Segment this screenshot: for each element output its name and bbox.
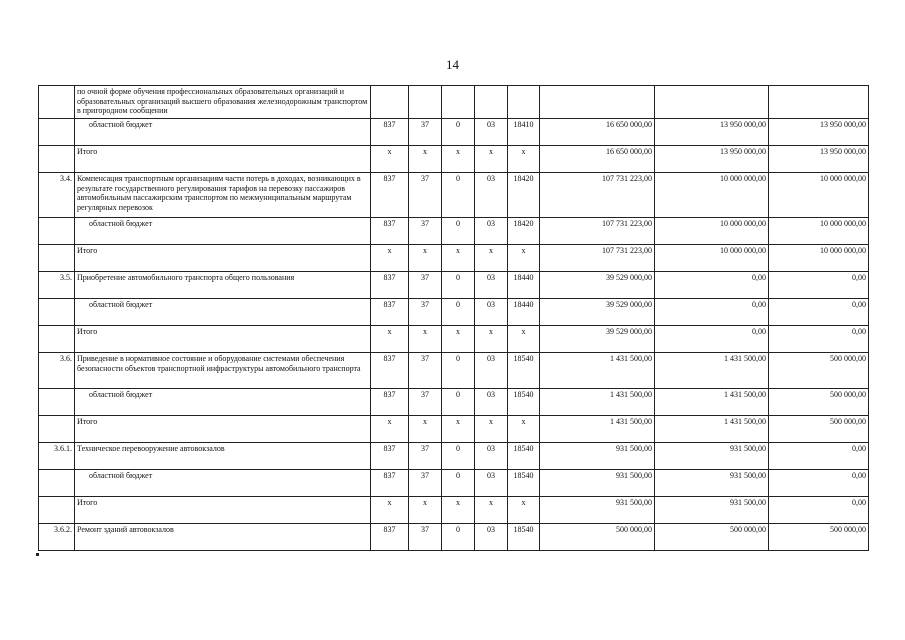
code-csr-cell: 03 xyxy=(475,218,508,245)
description-cell: Итого xyxy=(75,326,371,353)
amount-year3-cell: 500 000,00 xyxy=(769,389,869,416)
amount-year3-cell: 500 000,00 xyxy=(769,353,869,389)
amount-year1-cell: 931 500,00 xyxy=(540,497,655,524)
table-row xyxy=(39,416,869,443)
amount-year2-cell: 0,00 xyxy=(655,326,769,353)
description-cell: Приобретение автомобильного транспорта общего пользования xyxy=(75,272,371,299)
amount-year2-cell: 931 500,00 xyxy=(655,497,769,524)
code-csr-cell: 03 xyxy=(475,173,508,218)
code-gr-cell: х xyxy=(371,416,409,443)
page-number: 14 xyxy=(446,57,459,72)
code-csr-cell: 03 xyxy=(475,443,508,470)
table-row xyxy=(39,524,869,551)
code-pr-cell: х xyxy=(442,326,475,353)
code-vr-cell: 18540 xyxy=(508,524,540,551)
table-row xyxy=(39,218,869,245)
description-cell: областной бюджет xyxy=(75,218,371,245)
code-vr-cell: х xyxy=(508,146,540,173)
code-csr-cell: 03 xyxy=(475,524,508,551)
amount-year1-cell: 500 000,00 xyxy=(540,524,655,551)
description-cell: Компенсация транспортным организациям части потерь в доходах, возникающих в результате государственного регулирования тарифов на перевозку пассажиров автомобильным пассажирским транспортом по межмуниципальным маршрутам регулярных перевозок xyxy=(75,173,371,218)
budget-table xyxy=(38,85,869,551)
code-csr-cell: 03 xyxy=(475,119,508,146)
code-gr-cell: 837 xyxy=(371,470,409,497)
amount-year1-cell: 107 731 223,00 xyxy=(540,218,655,245)
amount-year2-cell: 0,00 xyxy=(655,272,769,299)
row-number-cell: 3.5. xyxy=(39,272,75,299)
amount-year3-cell: 0,00 xyxy=(769,470,869,497)
amount-year1-cell: 931 500,00 xyxy=(540,470,655,497)
code-rz-cell xyxy=(409,86,442,119)
amount-year1-cell: 1 431 500,00 xyxy=(540,389,655,416)
code-vr-cell: 18540 xyxy=(508,353,540,389)
amount-year1-cell: 1 431 500,00 xyxy=(540,416,655,443)
code-rz-cell: 37 xyxy=(409,173,442,218)
code-rz-cell: х xyxy=(409,146,442,173)
code-pr-cell: 0 xyxy=(442,443,475,470)
amount-year1-cell: 39 529 000,00 xyxy=(540,299,655,326)
description-cell: Итого xyxy=(75,146,371,173)
amount-year3-cell: 0,00 xyxy=(769,443,869,470)
amount-year2-cell: 13 950 000,00 xyxy=(655,119,769,146)
code-gr-cell: 837 xyxy=(371,173,409,218)
table-row xyxy=(39,245,869,272)
row-number-cell: 3.6. xyxy=(39,353,75,389)
table-row xyxy=(39,299,869,326)
amount-year2-cell: 1 431 500,00 xyxy=(655,416,769,443)
amount-year3-cell: 13 950 000,00 xyxy=(769,146,869,173)
code-vr-cell: х xyxy=(508,245,540,272)
description-cell: Техническое перевооружение автовокзалов xyxy=(75,443,371,470)
amount-year2-cell: 10 000 000,00 xyxy=(655,173,769,218)
code-vr-cell: 18410 xyxy=(508,119,540,146)
table-row xyxy=(39,326,869,353)
description-cell: областной бюджет xyxy=(75,119,371,146)
code-vr-cell: 18540 xyxy=(508,470,540,497)
description-cell: Итого xyxy=(75,497,371,524)
code-vr-cell: х xyxy=(508,497,540,524)
amount-year1-cell: 107 731 223,00 xyxy=(540,173,655,218)
amount-year2-cell: 10 000 000,00 xyxy=(655,245,769,272)
code-rz-cell: 37 xyxy=(409,353,442,389)
code-pr-cell: 0 xyxy=(442,119,475,146)
code-pr-cell: 0 xyxy=(442,353,475,389)
row-number-cell xyxy=(39,299,75,326)
code-rz-cell: 37 xyxy=(409,119,442,146)
amount-year1-cell: 16 650 000,00 xyxy=(540,119,655,146)
code-vr-cell: 18540 xyxy=(508,443,540,470)
table-row xyxy=(39,146,869,173)
table-row xyxy=(39,173,869,218)
code-csr-cell: х xyxy=(475,146,508,173)
amount-year2-cell: 931 500,00 xyxy=(655,443,769,470)
row-number-cell xyxy=(39,86,75,119)
amount-year1-cell: 16 650 000,00 xyxy=(540,146,655,173)
table-row xyxy=(39,470,869,497)
code-rz-cell: 37 xyxy=(409,443,442,470)
table-row xyxy=(39,272,869,299)
code-rz-cell: 37 xyxy=(409,272,442,299)
row-number-cell xyxy=(39,389,75,416)
table-row xyxy=(39,497,869,524)
description-cell: Итого xyxy=(75,245,371,272)
amount-year3-cell: 0,00 xyxy=(769,326,869,353)
code-csr-cell xyxy=(475,86,508,119)
code-pr-cell: 0 xyxy=(442,524,475,551)
code-gr-cell: 837 xyxy=(371,443,409,470)
code-vr-cell xyxy=(508,86,540,119)
row-number-cell xyxy=(39,470,75,497)
corner-mark xyxy=(36,553,39,556)
code-vr-cell: х xyxy=(508,326,540,353)
code-pr-cell: 0 xyxy=(442,173,475,218)
description-cell: областной бюджет xyxy=(75,389,371,416)
code-pr-cell: 0 xyxy=(442,389,475,416)
amount-year3-cell: 500 000,00 xyxy=(769,416,869,443)
code-gr-cell: 837 xyxy=(371,299,409,326)
code-csr-cell: 03 xyxy=(475,299,508,326)
code-gr-cell: х xyxy=(371,497,409,524)
amount-year3-cell: 13 950 000,00 xyxy=(769,119,869,146)
table-body xyxy=(39,86,869,551)
row-number-cell xyxy=(39,326,75,353)
row-number-cell xyxy=(39,146,75,173)
row-number-cell: 3.6.2. xyxy=(39,524,75,551)
amount-year1-cell: 931 500,00 xyxy=(540,443,655,470)
code-gr-cell: х xyxy=(371,326,409,353)
code-gr-cell: х xyxy=(371,245,409,272)
code-vr-cell: 18420 xyxy=(508,173,540,218)
code-vr-cell: 18440 xyxy=(508,272,540,299)
amount-year3-cell xyxy=(769,86,869,119)
amount-year2-cell: 1 431 500,00 xyxy=(655,353,769,389)
code-rz-cell: х xyxy=(409,245,442,272)
code-csr-cell: 03 xyxy=(475,470,508,497)
code-pr-cell: х xyxy=(442,497,475,524)
row-number-cell xyxy=(39,497,75,524)
table-row xyxy=(39,353,869,389)
table-row xyxy=(39,86,869,119)
code-csr-cell: х xyxy=(475,326,508,353)
description-cell: по очной форме обучения профессиональных образовательных организаций и образовательных организаций высшего образования железнодорожным транспортом в пригородном сообщении xyxy=(75,86,371,119)
code-csr-cell: 03 xyxy=(475,353,508,389)
code-pr-cell: х xyxy=(442,146,475,173)
code-csr-cell: х xyxy=(475,497,508,524)
amount-year2-cell: 1 431 500,00 xyxy=(655,389,769,416)
table-row xyxy=(39,389,869,416)
amount-year3-cell: 10 000 000,00 xyxy=(769,173,869,218)
row-number-cell xyxy=(39,119,75,146)
table-row xyxy=(39,119,869,146)
row-number-cell xyxy=(39,245,75,272)
code-rz-cell: 37 xyxy=(409,218,442,245)
code-rz-cell: 37 xyxy=(409,524,442,551)
description-cell: Ремонт зданий автовокзалов xyxy=(75,524,371,551)
amount-year1-cell: 39 529 000,00 xyxy=(540,326,655,353)
code-pr-cell: х xyxy=(442,416,475,443)
description-cell: областной бюджет xyxy=(75,470,371,497)
amount-year2-cell: 931 500,00 xyxy=(655,470,769,497)
amount-year1-cell xyxy=(540,86,655,119)
amount-year2-cell: 500 000,00 xyxy=(655,524,769,551)
code-gr-cell: 837 xyxy=(371,272,409,299)
code-rz-cell: 37 xyxy=(409,389,442,416)
code-gr-cell: х xyxy=(371,146,409,173)
amount-year2-cell: 13 950 000,00 xyxy=(655,146,769,173)
code-gr-cell: 837 xyxy=(371,353,409,389)
code-csr-cell: 03 xyxy=(475,272,508,299)
code-gr-cell: 837 xyxy=(371,389,409,416)
code-csr-cell: х xyxy=(475,416,508,443)
amount-year2-cell xyxy=(655,86,769,119)
code-rz-cell: 37 xyxy=(409,299,442,326)
code-csr-cell: 03 xyxy=(475,389,508,416)
amount-year1-cell: 39 529 000,00 xyxy=(540,272,655,299)
row-number-cell xyxy=(39,416,75,443)
code-pr-cell: х xyxy=(442,245,475,272)
code-pr-cell: 0 xyxy=(442,299,475,326)
code-pr-cell: 0 xyxy=(442,470,475,497)
code-rz-cell: 37 xyxy=(409,470,442,497)
code-gr-cell: 837 xyxy=(371,119,409,146)
code-vr-cell: 18440 xyxy=(508,299,540,326)
code-pr-cell xyxy=(442,86,475,119)
amount-year3-cell: 0,00 xyxy=(769,299,869,326)
row-number-cell: 3.6.1. xyxy=(39,443,75,470)
amount-year3-cell: 10 000 000,00 xyxy=(769,245,869,272)
amount-year2-cell: 0,00 xyxy=(655,299,769,326)
amount-year3-cell: 10 000 000,00 xyxy=(769,218,869,245)
amount-year3-cell: 500 000,00 xyxy=(769,524,869,551)
description-cell: областной бюджет xyxy=(75,299,371,326)
code-rz-cell: х xyxy=(409,497,442,524)
code-gr-cell: 837 xyxy=(371,218,409,245)
code-vr-cell: х xyxy=(508,416,540,443)
amount-year1-cell: 107 731 223,00 xyxy=(540,245,655,272)
code-rz-cell: х xyxy=(409,416,442,443)
row-number-cell xyxy=(39,218,75,245)
code-pr-cell: 0 xyxy=(442,218,475,245)
table-row xyxy=(39,443,869,470)
amount-year3-cell: 0,00 xyxy=(769,497,869,524)
code-vr-cell: 18420 xyxy=(508,218,540,245)
code-pr-cell: 0 xyxy=(442,272,475,299)
code-vr-cell: 18540 xyxy=(508,389,540,416)
description-cell: Итого xyxy=(75,416,371,443)
amount-year2-cell: 10 000 000,00 xyxy=(655,218,769,245)
amount-year1-cell: 1 431 500,00 xyxy=(540,353,655,389)
code-rz-cell: х xyxy=(409,326,442,353)
amount-year3-cell: 0,00 xyxy=(769,272,869,299)
code-gr-cell: 837 xyxy=(371,524,409,551)
code-csr-cell: х xyxy=(475,245,508,272)
code-gr-cell xyxy=(371,86,409,119)
row-number-cell: 3.4. xyxy=(39,173,75,218)
description-cell: Приведение в нормативное состояние и оборудование системами обеспечения безопасности объектов транспортной инфраструктуры автомобильного транспорта xyxy=(75,353,371,389)
